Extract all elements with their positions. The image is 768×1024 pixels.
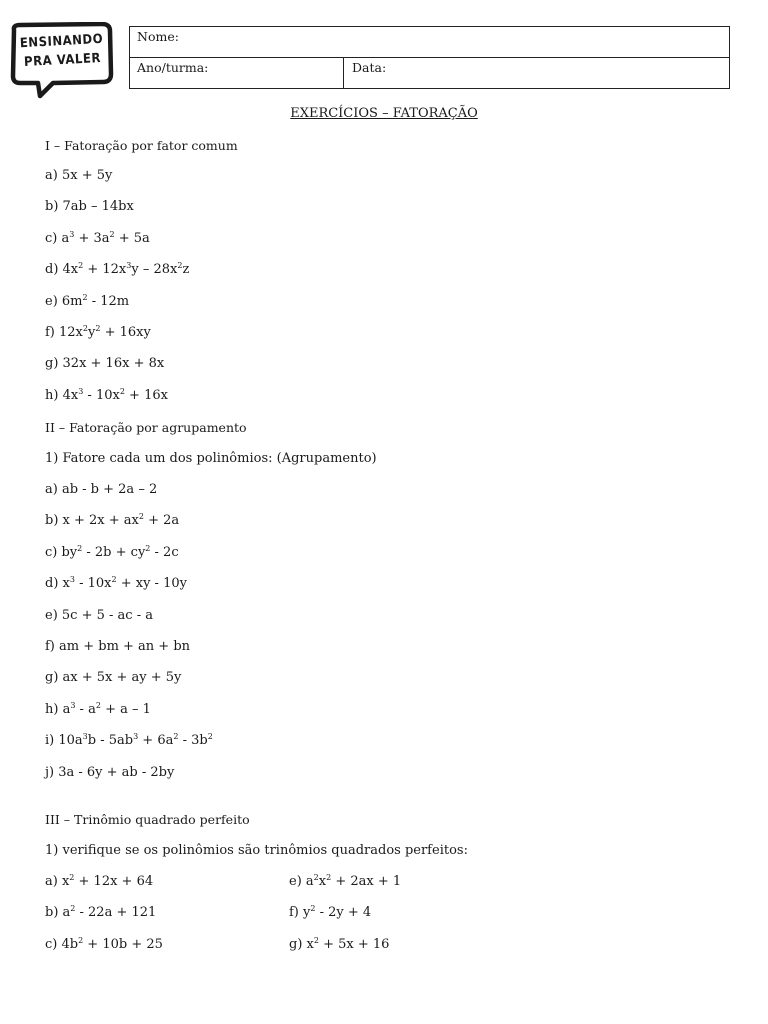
exercise-item: g) $x^2 + 5x + 16$ [289,935,390,952]
exercise-item: f) $12x^2y^2 + 16xy$ [45,324,151,340]
exercise-item: e) 5c + 5 - ac - a [45,607,153,623]
exercise-item: a) $x^2 + 12x + 64$ [45,873,154,889]
nome-label[interactable]: Nome: [137,29,179,44]
exercise-item: f) $y^2 - 2y + 4$ [289,904,372,921]
student-info-table [129,26,730,89]
section2-heading: II – Fatoração por agrupamento [45,420,247,435]
ano-turma-label[interactable]: Ano/turma: [137,60,209,75]
exercise-item: h) $4x^3 - 10x^2 + 16x$ [45,386,168,403]
exercise-item: c) $a^3 + 3a^2 + 5a$ [45,229,150,246]
section3-heading: III – Trinômio quadrado perfeito [45,812,250,827]
exercise-item: i) $10a^3b - 5ab^3 + 6a^2 - 3b^2$ [45,732,213,749]
logo [8,22,116,102]
exercise-item: d) $x^3 - 10x^2$ + xy - 10y [45,575,187,592]
logo-line1: ENSINANDO [19,31,104,52]
exercise-item: b) $a^2 - 22a + 121$ [45,904,157,921]
exercise-item: e) $a^2x^2 + 2ax + 1$ [289,873,402,889]
exercise-item: c) $by^2 - 2b + cy^2 - 2c$ [45,543,179,560]
section2-instruction: 1) Fatore cada um dos polinômios: (Agrupamento) [45,451,377,466]
exercise-item: g) 32x + 16x + 8x [45,356,165,372]
section3-instruction: 1) verifique se os polinômios são trinômios quadrados perfeitos: [45,843,468,858]
exercise-item: a) 5x + 5y [45,168,113,183]
exercise-item: d) $4x^2 + 12x^3y - 28x^2z$ [45,261,190,278]
section1-heading: I – Fatoração por fator comum [45,138,238,153]
nome-row [130,27,729,58]
exercise-item: b) $x + 2x + ax^2 + 2a$ [45,512,180,529]
logo-line2: PRA VALER [23,50,102,70]
data-label[interactable]: Data: [352,60,387,75]
exercise-item: f) am + bm + an + bn [45,639,191,654]
exercise-item: a) ab - b + 2a – 2 [45,482,158,497]
exercise-item: j) 3a - 6y + ab - 2by [45,764,175,780]
exercise-item: b) 7ab – 14bx [45,199,134,215]
exercise-item: h) $a^3 - a^2 + a - 1$ [45,700,151,717]
exercise-item: c) $4b^2 + 10b + 25$ [45,935,163,952]
exercise-item: e) $6m^2 - 12m$ [45,292,130,309]
page-title: EXERCÍCIOS – FATORAÇÃO [290,106,478,121]
logo-text [19,30,105,72]
exercise-item: g) ax + 5x + ay + 5y [45,670,182,686]
